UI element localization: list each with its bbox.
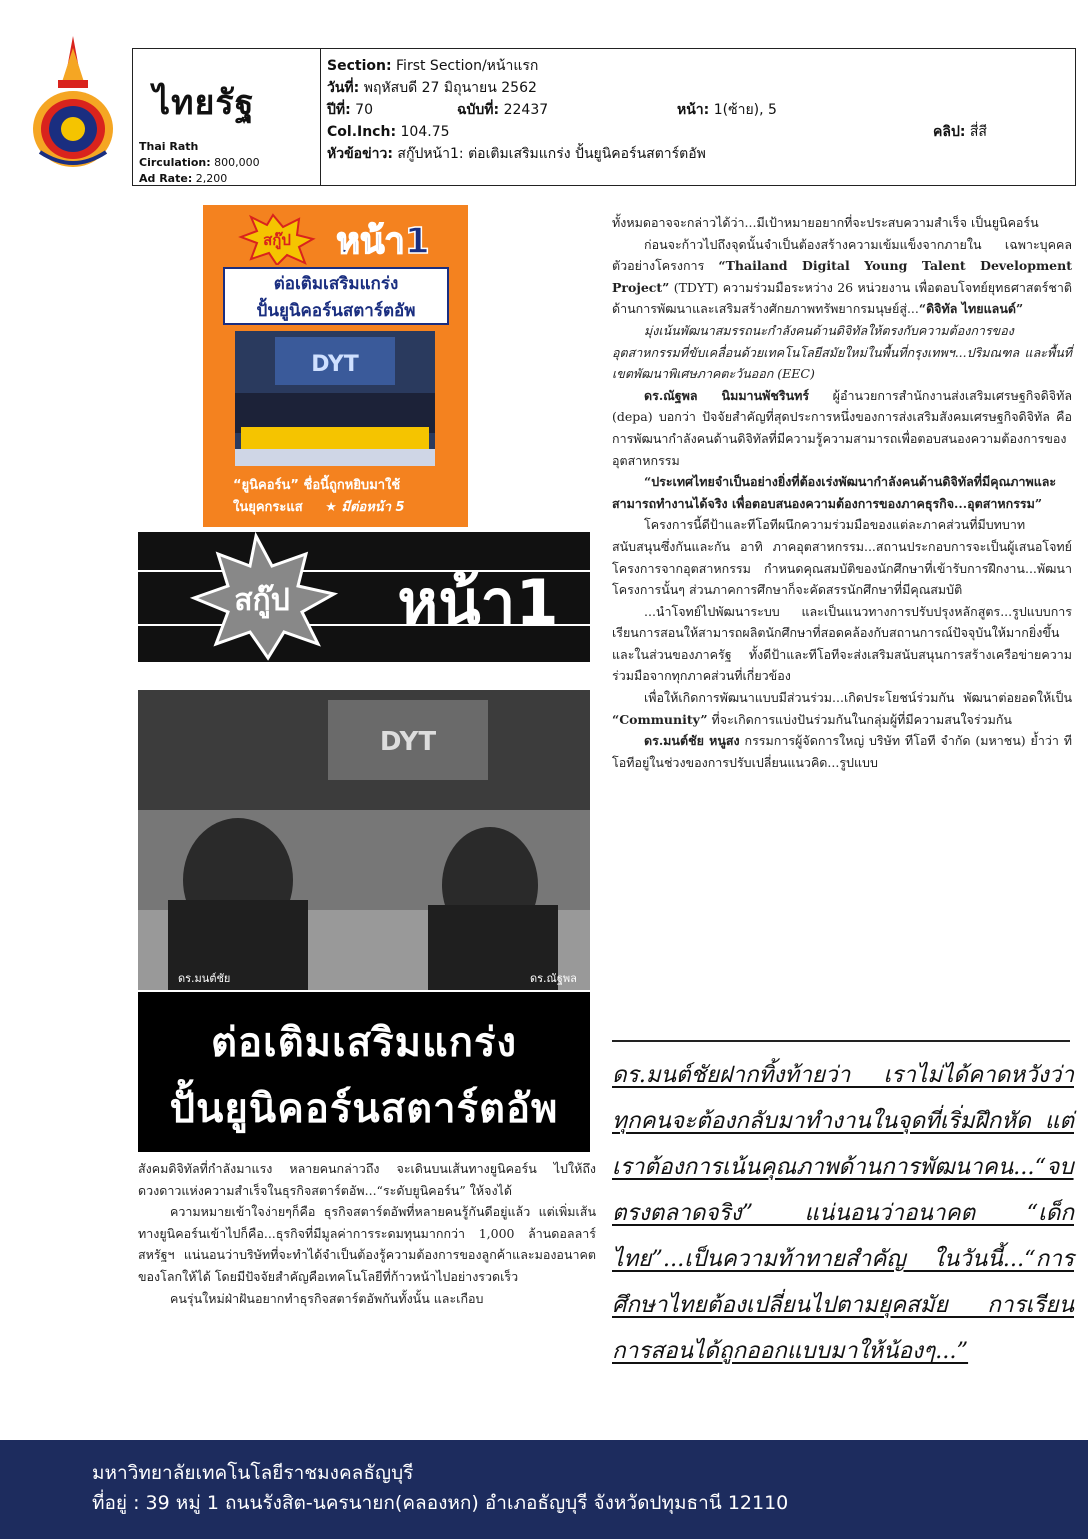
- colinch-value: 104.75: [400, 124, 450, 140]
- newspaper-info: [133, 49, 321, 185]
- newspaper-name: ไทยรัฐ: [153, 83, 255, 123]
- scoop-caption-line1: “ยูนิคอร์น” ชื่อนี้ถูกหยิบมาใช้: [233, 478, 401, 493]
- circulation-value: 800,000: [214, 156, 260, 169]
- page-label: หน้า:: [677, 102, 710, 118]
- section-label: Section:: [327, 58, 392, 74]
- article-right-column: [612, 212, 1072, 773]
- scoop-teaser-box: [203, 205, 468, 527]
- clip-value: สี่สี: [969, 124, 987, 140]
- clipping-header: [132, 48, 1076, 186]
- headline-line2: ปั้นยูนิคอร์นสตาร์ตอัพ: [169, 1086, 559, 1132]
- scoop-badge-big-text: หน้า1: [336, 221, 430, 262]
- headline-label: หัวข้อข่าว:: [327, 146, 393, 162]
- scoop-caption: [233, 475, 463, 519]
- footer-university-name: มหาวิทยาลัยเทคโนโลยีราชมงคลธัญบุรี: [92, 1462, 414, 1484]
- article-paragraph: ก่อนจะก้าวไปถึงจุดนั้นจำเป็นต้องสร้างความเข้มแข็งจากภายใน เฉพาะบุคคล ตัวอย่างโครงการ “Thailand Digital Young Talent Development Project” (TDYT) ความร่วมมือระหว่าง 26 หน่วยงาน เพื่อตอบโจทย์ยุทธศาสตร์ชาติด้านการพัฒนาและเสริมสร้างศักยภาพทรัพยากรมนุษย์สู่...“ดิจิทัล ไทยแลนด์”: [612, 236, 1072, 317]
- page-value: 1(ซ้าย), 5: [713, 102, 777, 118]
- date-value: พฤหัสบดี 27 มิถุนายน 2562: [363, 80, 537, 96]
- project-name: “Thailand Digital Young Talent Development Project”: [612, 258, 1072, 295]
- scoop-continued: มีต่อหน้า 5: [341, 500, 405, 515]
- quote-divider: [612, 1040, 1070, 1042]
- headline-line1: ต่อเติมเสริมแกร่ง: [211, 1020, 517, 1066]
- section-value: First Section/หน้าแรก: [396, 58, 539, 74]
- ad-rate-value: 2,200: [195, 172, 228, 185]
- year-label: ปีที่:: [327, 102, 351, 118]
- university-logo: [28, 34, 118, 169]
- photo-label-left: ดร.มนต์ชัย: [178, 972, 231, 985]
- headline-value: สกู๊ปหน้า1: ต่อเติมเสริมแกร่ง ปั้นยูนิคอร์นสตาร์ตอัพ: [397, 146, 706, 162]
- photo-label-right: ดร.ณัฐพล: [530, 972, 577, 985]
- clip-label: คลิป:: [933, 124, 966, 140]
- clipping-details: [327, 55, 1067, 165]
- article-paragraph: ทั้งหมดอาจจะกล่าวได้ว่า...มีเป้าหมายอยากที่จะประสบความสำเร็จ เป็นยูนิคอร์น: [612, 215, 1039, 230]
- article-paragraph: คนรุ่นใหม่ฝ่าฝันอยากทำธุรกิจสตาร์ตอัพกันทั้งนั้น และเกือบ: [170, 1290, 484, 1306]
- newspaper-name-en: Thai Rath: [139, 140, 199, 153]
- banner-small-text: สกู๊ป: [234, 583, 290, 618]
- issue-label: ฉบับที่:: [457, 102, 500, 118]
- scoop-title-line1: ต่อเติมเสริมแกร่ง: [273, 274, 399, 294]
- newspaper-meta: [139, 139, 260, 187]
- article-paragraph: ดร.ณัฐพล นิมมานพัชรินทร์ ผู้อำนวยการสำนักงานส่งเสริมเศรษฐกิจดิจิทัล (depa) บอกว่า ปัจจัยสำคัญที่สุดประการหนึ่งของการส่งเสริมสังคมเศรษฐกิจดิจิทัล คือ การพัฒนากำลังคนด้านดิจิทัลที่มีความรู้ความสามารถเพื่อตอบสนองความต้องการของอุตสาหกรรม: [612, 387, 1072, 468]
- main-headline: [138, 992, 590, 1152]
- footer: [0, 1440, 1088, 1539]
- article-paragraph: มุ่งเน้นพัฒนาสมรรถนะกำลังคนด้านดิจิทัลให้ตรงกับความต้องการของอุตสาหกรรมที่ขับเคลื่อนด้วยเทคโนโลยีสมัยใหม่ในพื้นที่กรุงเทพฯ...ปริมณฑล และพื้นที่เขตพัฒนาพิเศษภาคตะวันออก (EEC): [612, 322, 1072, 382]
- article-left-column: [138, 1158, 596, 1309]
- pull-quote: ดร.มนต์ชัยฝากทิ้งท้ายว่า เราไม่ได้คาดหวังว่าทุกคนจะต้องกลับมาทำงานในจุดที่เริ่มฝึกหัด แต่เราต้องการเน้นคุณภาพด้านการพัฒนาคน...“จบตรงตลาดจริง” แน่นอนว่าอนาคต “เด็กไทย”...เป็นความท้าทายสำคัญ ในวันนี้...“การศึกษาไทยต้องเปลี่ยนไปตามยุคสมัย การเรียนการสอนได้ถูกออกแบบมาให้น้องๆ...”: [612, 1062, 1074, 1364]
- banner-big-text: หน้า1: [397, 566, 559, 639]
- article-quote-paragraph: “ประเทศไทยจำเป็นอย่างยิ่งที่ต้องเร่งพัฒนากำลังคนด้านดิจิทัลที่มีคุณภาพและสามารถทำงานได้จริง เพื่อตอบสนองความต้องการของภาคธุรกิจ...อุตสาหกรรม”: [612, 474, 1057, 511]
- article-paragraph: โครงการนี้ดีป้าและทีโอทีผนึกความร่วมมือของแต่ละภาคส่วนที่มีบทบาทสนับสนุนซึ่งกันและกัน อาทิ ภาคอุตสาหกรรม...สถานประกอบการจะเป็นผู้เสนอโจทย์โครงการจากอุตสาหกรรม กำหนดคุณสมบัติของนักศึกษาที่เข้ารับการฝึกงาน...พัฒนาโครงการนั้นๆ ส่วนภาคการศึกษาก็จะคัดสรรนักศึกษาที่มีคุณสมบัติ: [612, 517, 1072, 598]
- ad-rate-label: Ad Rate:: [139, 172, 193, 185]
- circulation-label: Circulation:: [139, 156, 211, 169]
- date-label: วันที่:: [327, 80, 360, 96]
- scoop-title-line2: ปั้นยูนิคอร์นสตาร์ตอัพ: [256, 301, 416, 321]
- svg-text:DYT: DYT: [311, 352, 359, 377]
- article-paragraph: สังคมดิจิทัลที่กำลังมาแรง หลายคนกล่าวถึง จะเดินบนเส้นทางยูนิคอร์น ไปให้ถึงดวงดาวแห่งความสำเร็จในธุรกิจสตาร์ตอัพ...“ระดับยูนิคอร์น” ให้จงได้: [138, 1161, 596, 1198]
- issue-value: 22437: [503, 102, 549, 118]
- digital-thailand: “ดิจิทัล ไทยแลนด์”: [918, 301, 1024, 317]
- article-paragraph: ความหมายเข้าใจง่ายๆก็คือ ธุรกิจสตาร์ตอัพที่หลายคนรู้กันดีอยู่แล้ว แต่เพิ่มเส้นทางยูนิคอร์นเข้าไปก็คือ...ธุรกิจที่มีมูลค่าการระดมทุนมากกว่า 1,000 ล้านดอลลาร์สหรัฐฯ แน่นอนว่าบริษัทที่จะทำได้จำเป็นต้องรู้ความต้องการของลูกค้าและมองอนาคตของโลกให้ได้ โดยมีปัจจัยสำคัญคือเทคโนโลยีที่ก้าวหน้าไปอย่างรวดเร็ว: [138, 1204, 596, 1284]
- community-term: “Community”: [612, 711, 708, 727]
- article-paragraph: ดร.มนต์ชัย หนูสง กรรมการผู้จัดการใหญ่ บริษัท ทีโอที จำกัด (มหาชน) ย้ำว่า ทีโอทีอยู่ในช่วงของการปรับเปลี่ยนแนวคิด...รูปแบบ: [612, 733, 1073, 770]
- footer-address: ที่อยู่ : 39 หมู่ 1 ถนนรังสิต-นครนายก(คลองหก) อำเภอธัญบุรี จังหวัดปทุมธานี 12110: [92, 1492, 789, 1514]
- star-icon: ★: [325, 500, 337, 515]
- article-paragraph: เพื่อให้เกิดการพัฒนาแบบมีส่วนร่วม...เกิดประโยชน์ร่วมกัน พัฒนาต่อยอดให้เป็น “Community” ที่จะเกิดการแบ่งปันร่วมกันในกลุ่มผู้ที่มีความสนใจร่วมกัน: [612, 690, 1072, 727]
- main-photo: [138, 690, 590, 990]
- year-value: 70: [355, 102, 373, 118]
- svg-text:DYT: DYT: [379, 727, 437, 757]
- scoop-badge: [233, 213, 443, 265]
- article-paragraph: ...นำโจทย์ไปพัฒนาระบบ และเป็นแนวทางการปรับปรุงหลักสูตร...รูปแบบการเรียนการสอนให้สามารถผลิตนักศึกษาที่สอดคล้องกับสถานการณ์ปัจจุบันให้มากยิ่งขึ้น และในส่วนของภาครัฐ ทั้งดีป้าและทีโอทีจะส่งเสริมสนับสนุนการสร้างเครือข่ายความร่วมมือจากทุกภาคส่วนที่เกี่ยวข้อง: [612, 603, 1072, 684]
- scoop-group-photo: [235, 331, 435, 466]
- scoop-title: [223, 267, 449, 325]
- person-name: ดร.มนต์ชัย หนูสง: [644, 733, 740, 749]
- colinch-label: Col.Inch:: [327, 124, 397, 140]
- scoop-caption-line2: ในยุคกระแส: [233, 500, 303, 515]
- person-name: ดร.ณัฐพล นิมมานพัชรินทร์: [644, 387, 810, 403]
- scoop-banner: [138, 532, 590, 662]
- scoop-badge-small-text: สกู๊ป: [263, 231, 291, 249]
